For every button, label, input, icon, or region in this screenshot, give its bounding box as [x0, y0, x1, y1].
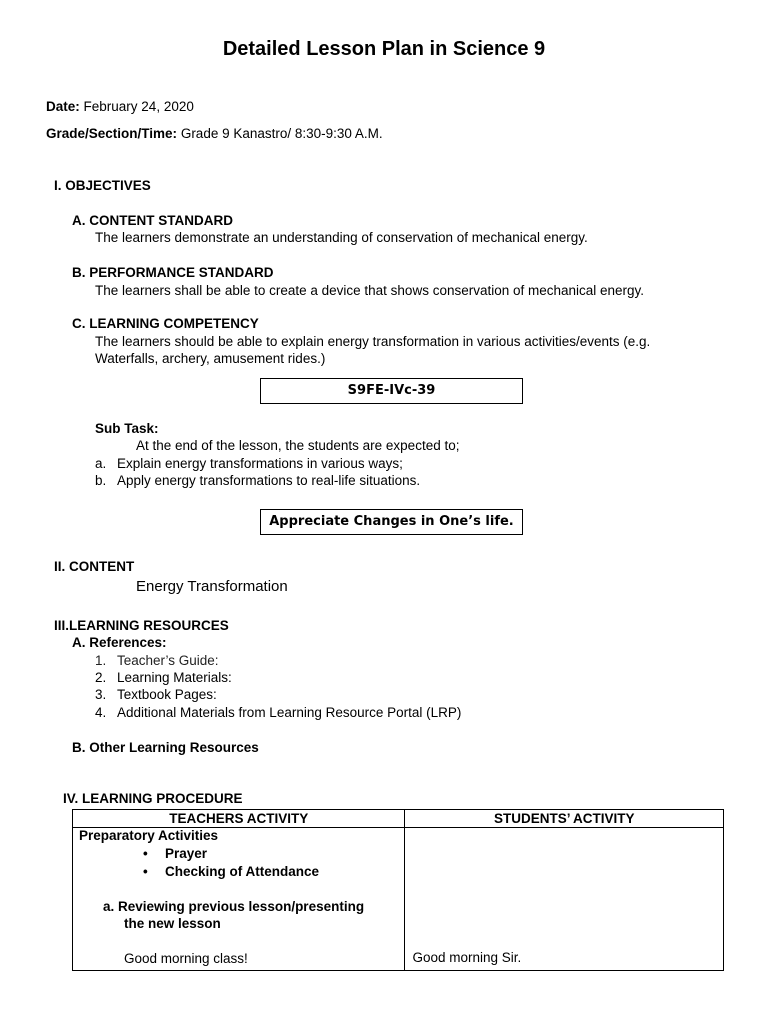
subtask-text: Explain energy transformations in various ways;: [117, 456, 403, 471]
preparatory-heading: Preparatory Activities: [79, 828, 219, 843]
table-row: [73, 828, 724, 971]
value-box: Appreciate Changes in One’s life.: [260, 509, 523, 535]
reference-text: Additional Materials from Learning Resource Portal (LRP): [117, 705, 462, 720]
step-a-line1: a. Reviewing previous lesson/presenting: [103, 899, 365, 914]
subtask-marker: b.: [95, 473, 107, 488]
column-header-students: STUDENTS’ ACTIVITY: [405, 810, 724, 828]
reference-item: [95, 670, 232, 685]
reference-item: [95, 653, 219, 668]
learning-competency-line2: Waterfalls, archery, amusement rides.): [95, 351, 326, 366]
table-header-row: [73, 810, 724, 828]
content-heading: II. CONTENT: [54, 559, 135, 574]
other-resources-heading: B. Other Learning Resources: [72, 740, 259, 755]
reference-marker: 3.: [95, 687, 107, 702]
reference-text: Teacher’s Guide:: [117, 653, 219, 668]
competency-code-box: S9FE-IVc-39: [260, 378, 523, 404]
reference-marker: 2.: [95, 670, 107, 685]
objectives-heading: I. OBJECTIVES: [54, 178, 151, 193]
column-header-teacher: TEACHERS ACTIVITY: [73, 810, 405, 828]
bullet-icon: •: [143, 846, 148, 861]
resources-heading: III.LEARNING RESOURCES: [54, 618, 229, 633]
learning-competency-line1: The learners should be able to explain energy transformation in various activities/events (e.g.: [95, 334, 651, 349]
grade-label: Grade/Section/Time:: [46, 126, 178, 141]
references-heading: A. References:: [72, 635, 167, 650]
bullet-item: [143, 864, 319, 879]
content-standard-heading: A. CONTENT STANDARD: [72, 213, 233, 228]
reference-text: Textbook Pages:: [117, 687, 217, 702]
bullet-text: Prayer: [165, 846, 208, 861]
subtask-heading: Sub Task:: [95, 421, 159, 436]
subtask-text: Apply energy transformations to real-life situations.: [117, 473, 421, 488]
grade-value: Grade 9 Kanastro/ 8:30-9:30 A.M.: [180, 126, 383, 141]
step-a-line2: the new lesson: [124, 916, 221, 931]
content-standard-text: The learners demonstrate an understanding of conservation of mechanical energy.: [95, 230, 588, 245]
student-greeting: Good morning Sir.: [412, 950, 522, 965]
date-line: [46, 99, 194, 114]
date-label: Date:: [46, 99, 80, 114]
bullet-text: Checking of Attendance: [165, 864, 320, 879]
grade-line: [46, 126, 383, 141]
reference-item: [95, 705, 461, 720]
performance-standard-heading: B. PERFORMANCE STANDARD: [72, 265, 274, 280]
subtask-item: [95, 456, 403, 471]
reference-text: Learning Materials:: [117, 670, 232, 685]
performance-standard-text: The learners shall be able to create a device that shows conservation of mechanical energy.: [95, 283, 645, 298]
page-title: Detailed Lesson Plan in Science 9: [222, 38, 546, 60]
teacher-greeting: Good morning class!: [124, 951, 248, 966]
content-text: Energy Transformation: [136, 578, 288, 595]
subtask-marker: a.: [95, 456, 107, 471]
reference-item: [95, 687, 217, 702]
subtask-item: [95, 473, 420, 488]
procedure-heading: IV. LEARNING PROCEDURE: [63, 791, 243, 806]
date-value: February 24, 2020: [83, 99, 194, 114]
learning-competency-heading: C. LEARNING COMPETENCY: [72, 316, 259, 331]
procedure-table: [72, 809, 724, 971]
teacher-activity-cell: [73, 828, 405, 971]
bullet-item: [143, 846, 207, 861]
bullet-icon: •: [143, 864, 148, 879]
reference-marker: 4.: [95, 705, 107, 720]
students-activity-cell: [405, 828, 724, 971]
reference-marker: 1.: [95, 653, 107, 668]
subtask-intro: At the end of the lesson, the students are expected to;: [136, 438, 460, 453]
